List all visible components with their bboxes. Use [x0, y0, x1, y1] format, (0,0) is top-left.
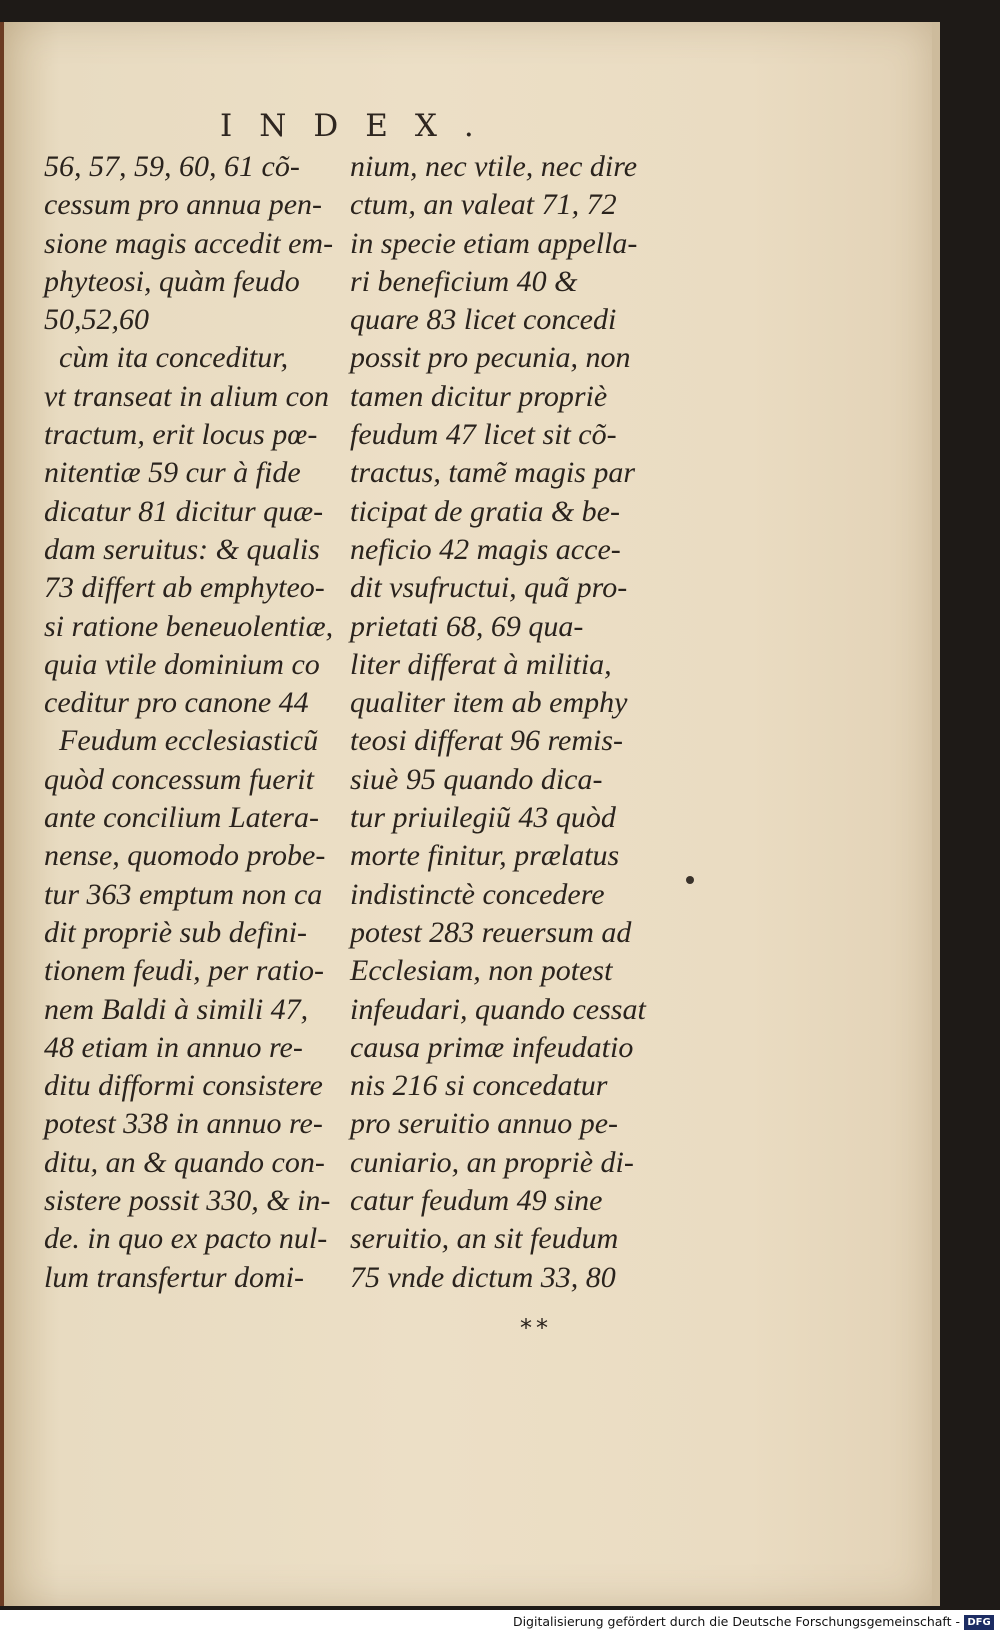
- index-line: catur feudum 49 sine: [350, 1184, 603, 1218]
- ink-spot: [686, 876, 694, 884]
- index-line: quia vtile dominium co: [44, 647, 320, 681]
- index-line: dam seruitus: & qualis: [44, 532, 320, 566]
- index-line: indistinctè concedere: [350, 877, 605, 911]
- index-line: tur 363 emptum non ca: [44, 877, 323, 911]
- index-line: 48 etiam in annuo re-: [44, 1030, 303, 1064]
- index-line: quòd concessum fuerit: [44, 762, 314, 796]
- index-line: possit pro pecunia, non: [350, 341, 631, 375]
- index-line: Ecclesiam, non potest: [350, 954, 613, 988]
- index-line: potest 338 in annuo re-: [44, 1107, 323, 1141]
- index-line: prietati 68, 69 qua-: [350, 609, 584, 643]
- index-line: 73 differt ab emphyteo-: [44, 571, 325, 605]
- index-line: ceditur pro canone 44: [44, 686, 309, 720]
- index-line: 75 vnde dictum 33, 80: [350, 1260, 616, 1294]
- index-line: infeudari, quando cessat: [350, 992, 646, 1026]
- index-line: nitentiæ 59 cur à fide: [44, 456, 301, 490]
- index-line: liter differat à militia,: [350, 647, 612, 681]
- index-line: pro seruitio annuo pe-: [350, 1107, 619, 1141]
- index-line: cessum pro annua pen-: [44, 188, 323, 222]
- index-line: sistere possit 330, & in-: [44, 1184, 331, 1218]
- index-line: tur priuilegiũ 43 quòd: [350, 801, 616, 835]
- catchword: **: [520, 1314, 552, 1342]
- index-line: tamen dicitur propriè: [350, 379, 608, 413]
- dfg-logo-icon: DFG: [964, 1615, 994, 1630]
- index-line: dit propriè sub defini-: [44, 915, 308, 949]
- index-line: si ratione beneuolentiæ,: [44, 609, 334, 643]
- index-line: ri beneficium 40 &: [350, 264, 578, 298]
- index-line: nis 216 si concedatur: [350, 1069, 608, 1103]
- index-line: ante concilium Latera-: [44, 801, 319, 835]
- digitization-footer: [0, 1612, 1000, 1634]
- index-line: dicatur 81 dicitur quæ-: [44, 494, 324, 528]
- index-line: cùm ita conceditur,: [44, 341, 289, 375]
- index-line: in specie etiam appella-: [350, 226, 638, 260]
- index-line: ditu difformi consistere: [44, 1069, 323, 1103]
- index-line: cuniario, an propriè di-: [350, 1145, 634, 1179]
- index-line: nense, quomodo probe-: [44, 839, 326, 873]
- index-line: Feudum ecclesiasticũ: [44, 724, 319, 758]
- index-line: dit vsufructui, quã pro-: [350, 571, 628, 605]
- running-head: INDEX.: [220, 108, 501, 144]
- index-line: vt transeat in alium con: [44, 379, 329, 413]
- index-column-left: [44, 148, 334, 1297]
- index-line: de. in quo ex pacto nul-: [44, 1222, 328, 1256]
- index-line: phyteosi, quàm feudo: [44, 264, 300, 298]
- index-line: nem Baldi à simili 47,: [44, 992, 309, 1026]
- index-line: nium, nec vtile, nec dire: [350, 150, 638, 183]
- index-line: ticipat de gratia & be-: [350, 494, 620, 528]
- index-line: tionem feudi, per ratio-: [44, 954, 324, 988]
- index-line: causa primæ infeudatio: [350, 1030, 634, 1064]
- index-line: 50,52,60: [44, 303, 149, 337]
- index-line: neficio 42 magis acce-: [350, 532, 621, 566]
- index-line: feudum 47 licet sit cõ-: [350, 418, 617, 452]
- index-column-right: [350, 148, 650, 1297]
- index-line: potest 283 reuersum ad: [350, 915, 632, 949]
- index-line: siuè 95 quando dica-: [350, 762, 603, 796]
- index-line: morte finitur, prælatus: [350, 839, 620, 873]
- index-line: 56, 57, 59, 60, 61 cõ-: [44, 150, 300, 183]
- index-line: sione magis accedit em-: [44, 226, 334, 260]
- index-line: ditu, an & quando con-: [44, 1145, 325, 1179]
- index-line: quare 83 licet concedi: [350, 303, 617, 337]
- index-line: teosi differat 96 remis-: [350, 724, 624, 758]
- index-line: lum transfertur domi-: [44, 1260, 305, 1294]
- funding-credit: Digitalisierung gefördert durch die Deutsche Forschungsgemeinschaft -: [512, 1614, 960, 1629]
- index-line: seruitio, an sit feudum: [350, 1222, 619, 1256]
- index-line: ctum, an valeat 71, 72: [350, 188, 617, 222]
- page-edge: [932, 22, 940, 1606]
- index-line: tractum, erit locus pœ-: [44, 418, 318, 452]
- index-line: tractus, tamẽ magis par: [350, 456, 635, 490]
- index-line: qualiter item ab emphy: [350, 686, 628, 720]
